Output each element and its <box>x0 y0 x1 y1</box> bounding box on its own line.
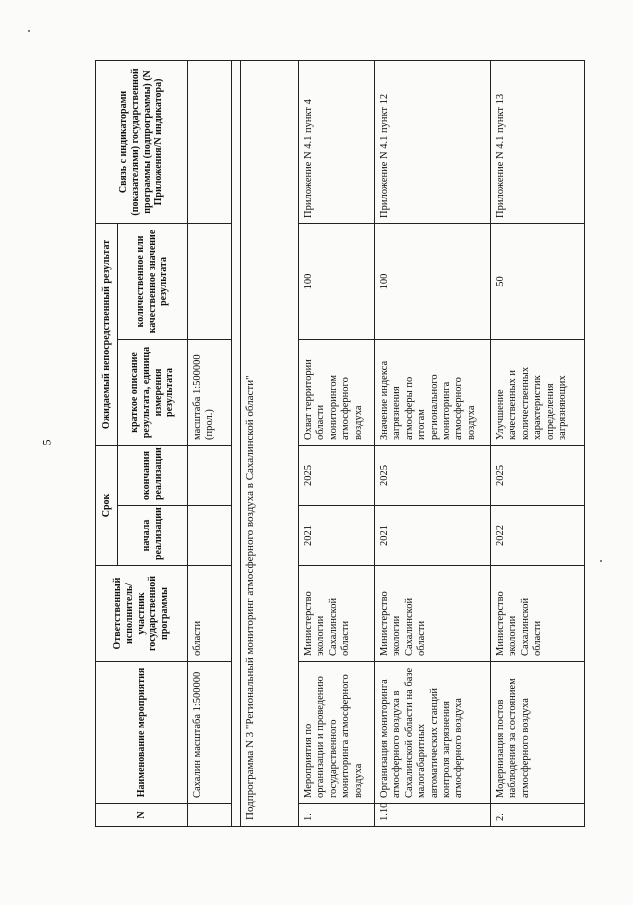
cell-responsible: Министерство экологии Сахалинской области <box>299 566 375 662</box>
cell-description: Улучшение качественных и количественных характеристик определения загрязняющих <box>491 339 585 445</box>
scan-speck <box>28 30 30 32</box>
cell-empty <box>188 506 232 566</box>
header-expected: Ожидаемый непосредственный результат <box>96 223 118 445</box>
document-table-rotated <box>95 61 585 827</box>
cell-empty <box>188 60 232 223</box>
table-row <box>299 60 375 826</box>
cell-start: 2022 <box>491 506 585 566</box>
cell-responsible: Министерство экологии Сахалинской области <box>375 566 491 662</box>
cell-start: 2021 <box>375 506 491 566</box>
cell-link: Приложение N 4.1 пункт 12 <box>375 60 491 223</box>
header-term: Срок <box>96 445 118 565</box>
header-expected-value: количественное или качественное значение результата <box>118 223 188 339</box>
header-term-start: начала реализации <box>118 506 188 566</box>
cell-name: Сахалин масштаба 1:500000 <box>188 662 232 804</box>
measures-table <box>95 60 585 827</box>
spacer-row <box>232 60 241 826</box>
header-expected-desc: краткое описание результата, единица измерения результата <box>118 339 188 445</box>
cell-link: Приложение N 4.1 пункт 4 <box>299 60 375 223</box>
cell-description: масштаба 1:500000 (прол.) <box>188 339 232 445</box>
table-row <box>375 60 491 826</box>
page-number: 5 <box>39 439 54 446</box>
cell-end: 2025 <box>375 445 491 505</box>
cell-link: Приложение N 4.1 пункт 13 <box>491 60 585 223</box>
header-term-end: окончания реализации <box>118 445 188 505</box>
header-link: Связь с индикаторами (показателями) государственной программы (подпрограммы) (N Приложения/N индикатора) <box>96 60 188 223</box>
cell-description: Охват территории области мониторингом атмосферного воздуха <box>299 339 375 445</box>
cell-responsible: области <box>188 566 232 662</box>
cell-empty <box>188 804 232 827</box>
cell-end: 2025 <box>491 445 585 505</box>
table-row <box>491 60 585 826</box>
scan-speck <box>600 560 602 562</box>
cell-description: Значение индекса загрязнения атмосферы по итогам регионального мониторинга атмосферного воздуха <box>375 339 491 445</box>
header-name: Наименование мероприятия <box>96 662 188 804</box>
header-responsible: Ответственный исполнитель/ участник государственной программы <box>96 566 188 662</box>
header-n: N <box>96 804 188 827</box>
cell-name: Модернизация постов наблюдения за состоянием атмосферного воздуха <box>491 662 585 804</box>
table-row-continued <box>188 60 232 826</box>
cell-responsible: Министерство экологии Сахалинской области <box>491 566 585 662</box>
cell-value: 50 <box>491 223 585 339</box>
cell-n: 1.10 <box>375 804 491 827</box>
cell-n: 2. <box>491 804 585 827</box>
cell-name: Мероприятия по организации и проведению государственного мониторинга атмосферного воздуха <box>299 662 375 804</box>
subprogram-title: Подпрограмма N 3 "Региональный мониторинг атмосферного воздуха в Сахалинской области" <box>241 60 299 826</box>
cell-start: 2021 <box>299 506 375 566</box>
cell-n: 1. <box>299 804 375 827</box>
cell-name: Организация мониторинга атмосферного воздуха в Сахалинской области на базе малогабаритных автоматических станций контроля загрязнения атмосферного воздуха <box>375 662 491 804</box>
cell-value: 100 <box>375 223 491 339</box>
cell-value: 100 <box>299 223 375 339</box>
subprogram-row <box>241 60 299 826</box>
cell-end: 2025 <box>299 445 375 505</box>
cell-empty <box>188 445 232 505</box>
cell-empty <box>188 223 232 339</box>
